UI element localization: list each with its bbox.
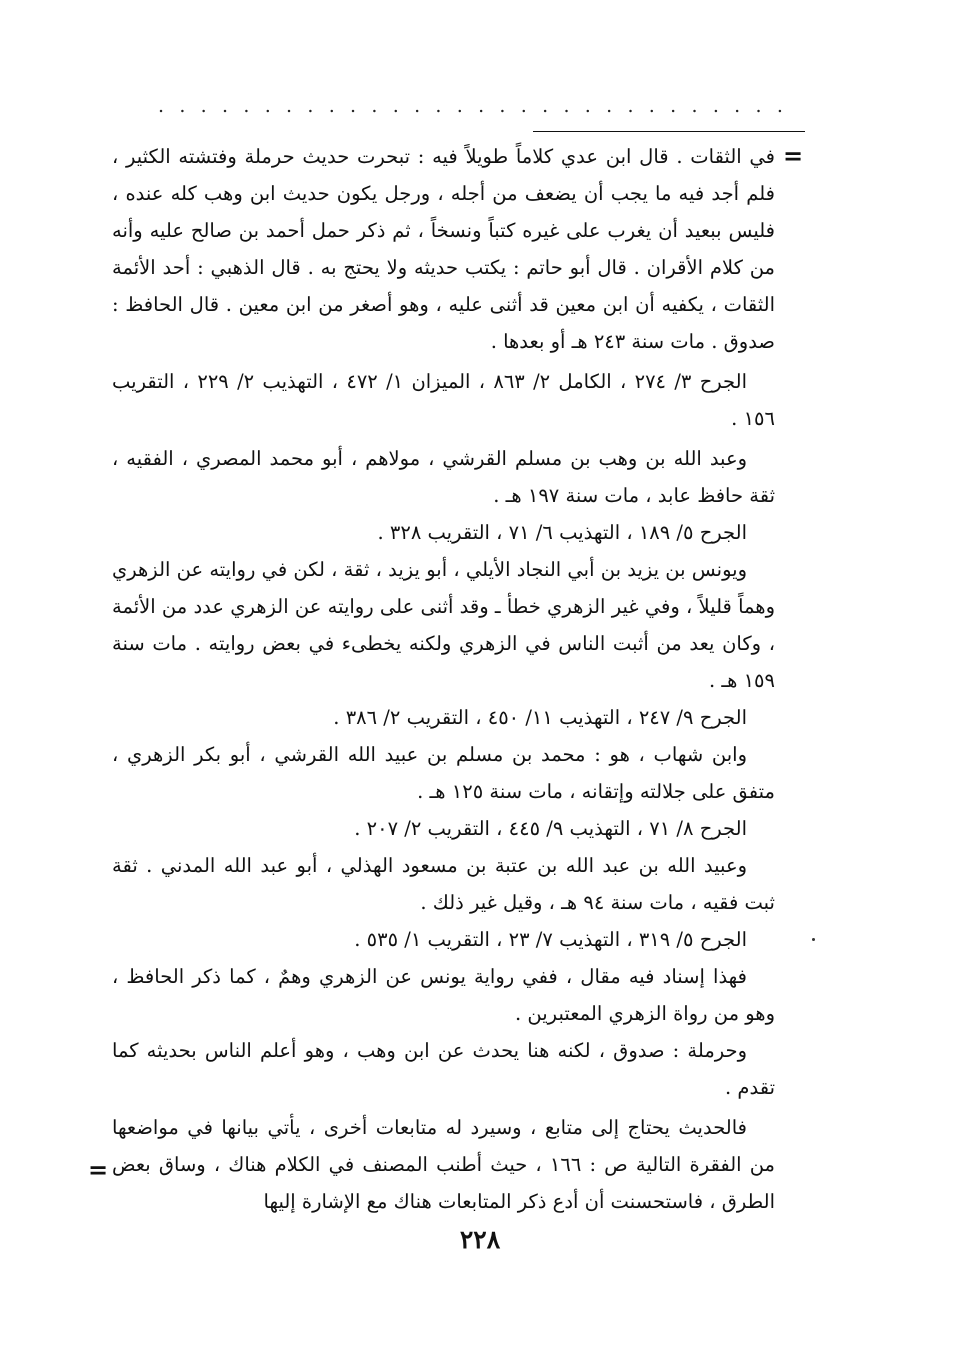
reference-line: الجرح ٥/ ١٨٩ ، التهذيب ٦/ ٧١ ، التقريب ٣٢٨ . — [377, 521, 747, 544]
paragraph-ubaidullah: وعبيد الله بن عبد الله بن عتبة بن مسعود الهذلي ، أبو عبد الله المدني . ثقة ثبت فقيه ، مات سنة ٩٤ هـ ، وقيل غير ذلك . — [112, 854, 775, 914]
dotted-separator: .............................. — [158, 96, 799, 116]
reference-line: الجرح ٣/ ٢٧٤ ، الكامل ٢/ ٨٦٣ ، الميزان ١/ ٤٧٢ ، التهذيب ٢/ ٢٢٩ ، التقريب ١٥٦ . — [112, 370, 775, 430]
continuation-mark-top: = — [783, 142, 804, 170]
paragraph-ibn-shihab: وابن شهاب ، هو : محمد بن مسلم بن عبيد الله القرشي ، أبو بكر الزهري ، متفق على جلالته وإتقانه ، مات سنة ١٢٥ هـ . — [112, 743, 775, 803]
footnote-rule — [533, 131, 805, 132]
paragraph-isnad-assessment: فهذا إسناد فيه مقال ، ففي رواية يونس عن الزهري وهمٌ ، كما ذكر الحافظ ، وهو من رواة الزهري المعتبرين . — [112, 965, 775, 1025]
reference-line: الجرح ٥/ ٣١٩ ، التهذيب ٧/ ٢٣ ، التقريب ١/ ٥٣٥ . — [354, 928, 747, 951]
footnote-text — [112, 138, 775, 1220]
paragraph-hermala-note: وحرملة : صدوق ، لكنه هنا يحدث عن ابن وهب ، وهو أعلم الناس بحديثه كما تقدم . — [112, 1039, 775, 1099]
paragraph-conclusion: فالحديث يحتاج إلى متابع ، وسيرد له متابعات أخرى ، يأتي بيانها في مواضعها من الفقرة التالية ص : ١٦٦ ، حيث أطنب المصنف في الكلام هناك ، وساق بعض الطرق ، فاستحسنت أن أدع ذكر المتابعات هناك مع الإشارة إليها — [112, 1116, 775, 1213]
reference-line: الجرح ٩/ ٢٤٧ ، التهذيب ١١/ ٤٥٠ ، التقريب ٢/ ٣٨٦ . — [333, 706, 747, 729]
page-number: ٢٢٨ — [459, 1225, 501, 1254]
paragraph-ibn-wahb: وعبد الله بن وهب بن مسلم القرشي ، مولاهم ، أبو محمد المصري ، الفقيه ، ثقة حافظ عابد ، مات سنة ١٩٧ هـ . — [112, 447, 775, 507]
scan-speck — [812, 938, 815, 941]
continuation-mark-bottom: = — [88, 1156, 109, 1184]
paragraph-yunus: ويونس بن يزيد بن أبي النجاد الأيلي ، أبو يزيد ، ثقة ، لكن في روايته عن الزهري وهماً قليلاً ، وفي غير الزهري خطأ ـ وقد أثنى على روايته عن الزهري عدد من الأئمة ، وكان يعد من أثبت الناس في الزهري ولكنه يخطىء في بعض روايته . مات سنة ١٥٩ هـ . — [112, 558, 775, 692]
paragraph-hermala: في الثقات . قال ابن عدي كلاماً طويلاً فيه : تبحرت حديث حرملة وفتشته الكثير ، فلم أجد فيه ما يجب أن يضعف من أجله ، ورجل يكون حديث ابن وهب كله عنده ، فليس ببعيد أن يغرب على غيره كتباً ونسخاً ، ثم ذكر حمل أحمد بن صالح عليه وأنه من كلام الأقران . قال أبو حاتم : يكتب حديثه ولا يحتج به . قال الذهبي : أحد الأئمة الثقات ، يكفيه أن ابن معين قد أثنى عليه ، وهو أصغر من ابن معين . قال الحافظ : صدوق . مات سنة ٢٤٣ هـ أو بعدها . — [112, 145, 775, 353]
reference-line: الجرح ٨/ ٧١ ، التهذيب ٩/ ٤٤٥ ، التقريب ٢/ ٢٠٧ . — [354, 817, 747, 840]
